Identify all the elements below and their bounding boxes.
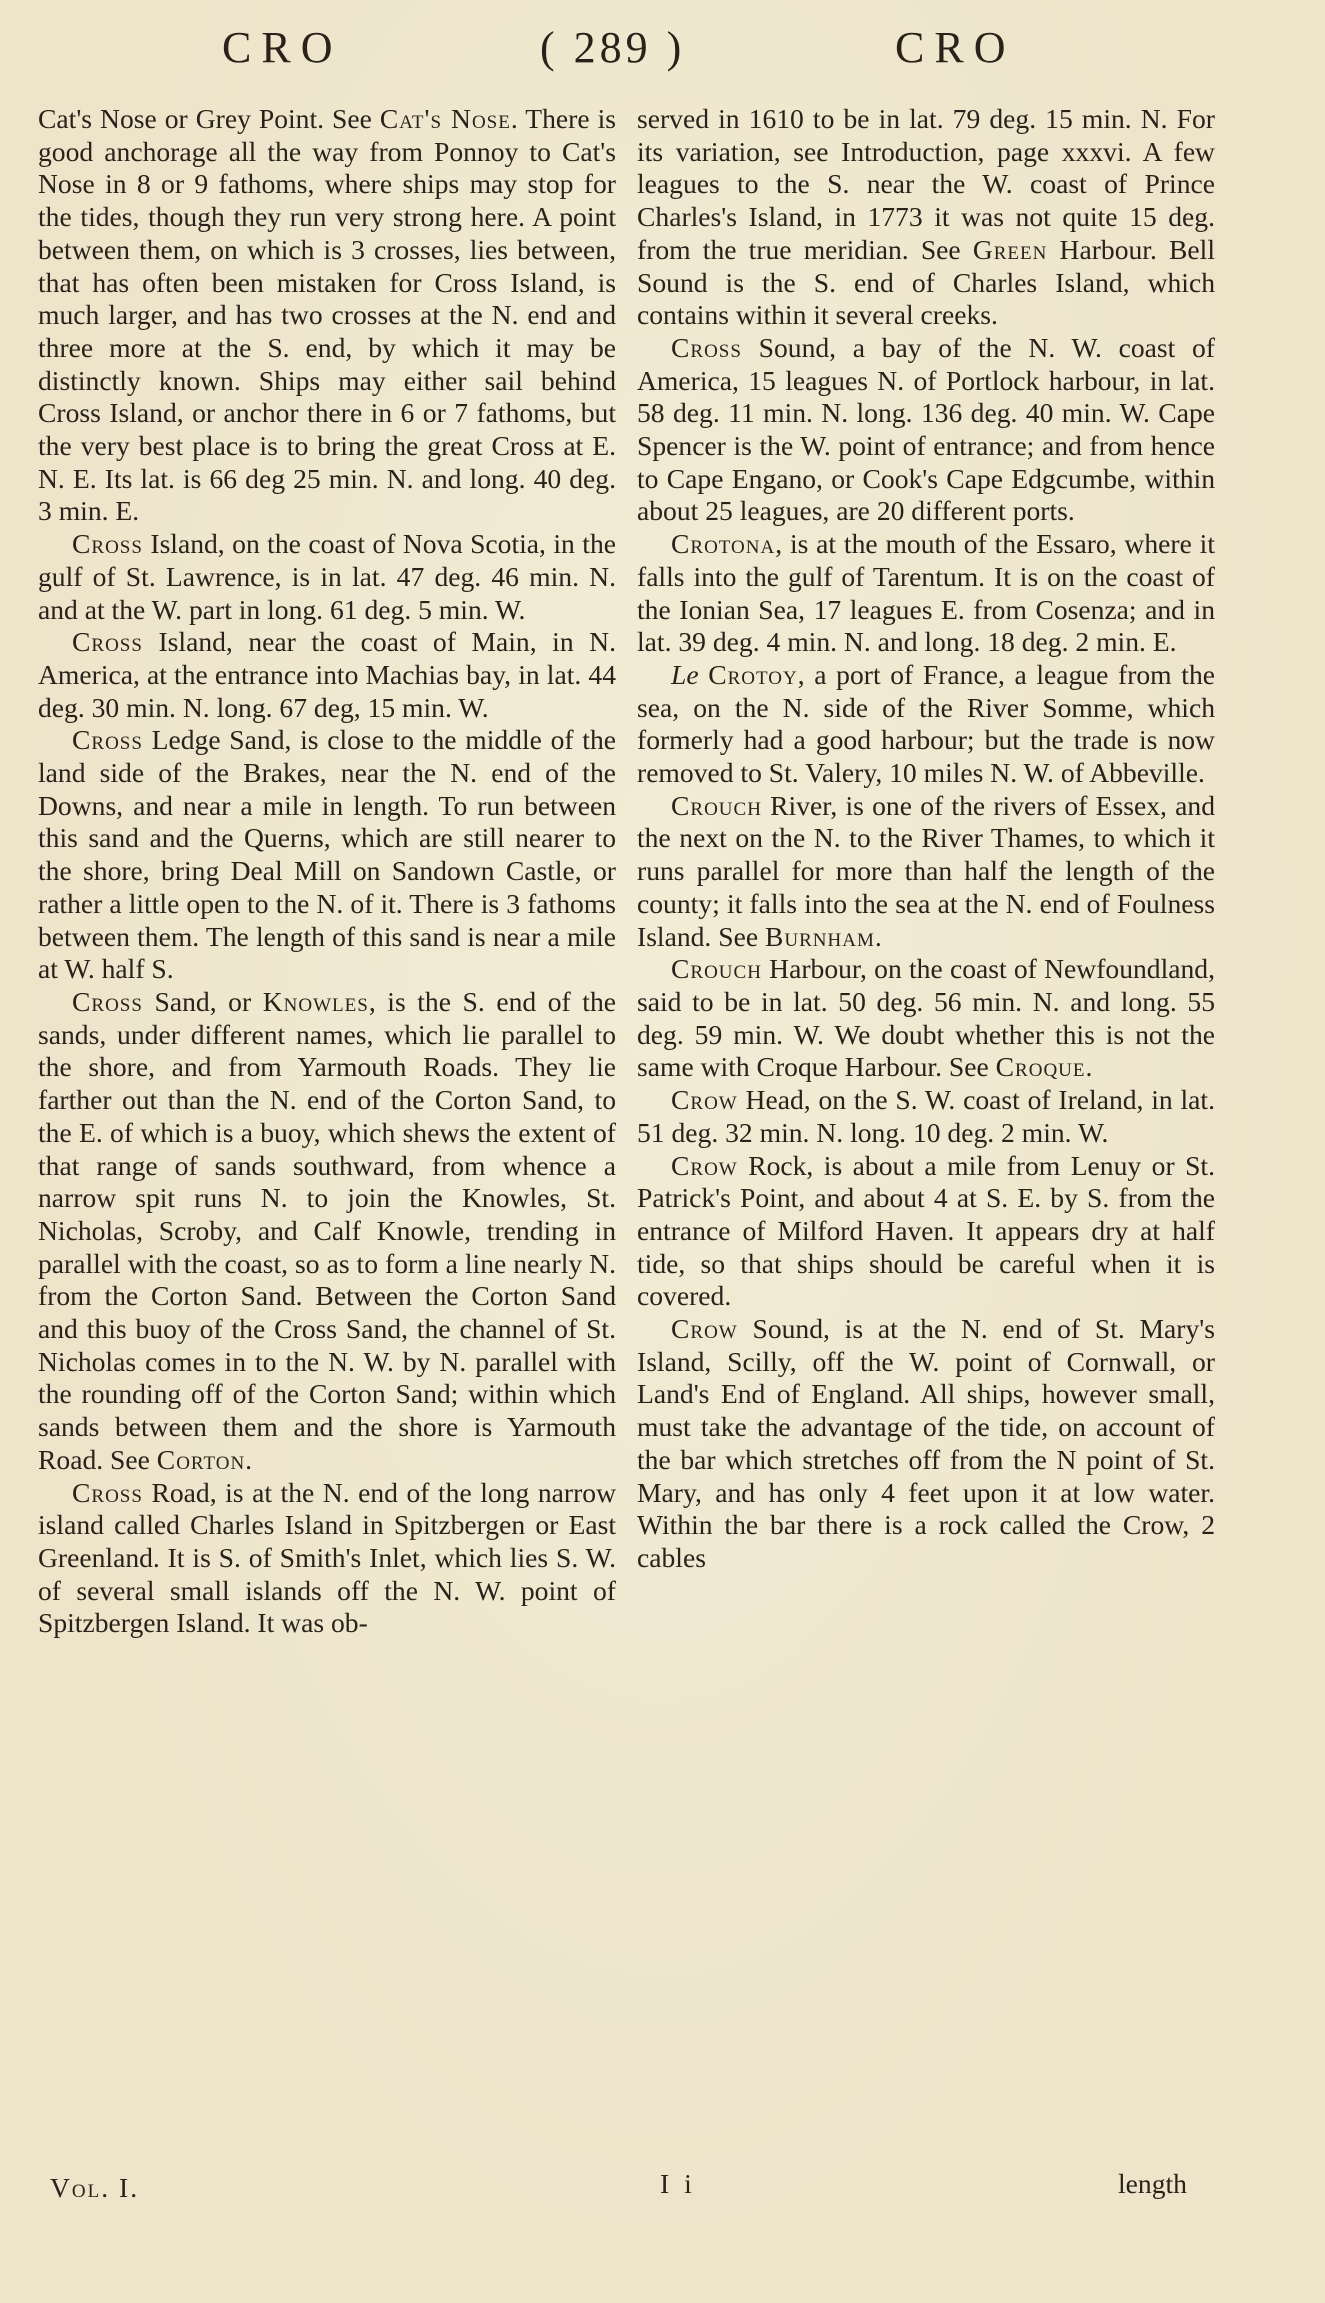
italic-prefix: Le — [671, 658, 699, 690]
entry-text: Road, is at the N. end of the long narrow island called Charles Island in Spitzbergen or East Greenland. It is S. of Smith's Inlet, which lies S. W. of several small islands off the N. W. point of Spitzbergen Island. It was ob- — [38, 1476, 616, 1639]
header-right-keyword: CRO — [895, 23, 1016, 72]
entry-paragraph — [637, 790, 1215, 954]
entry-headword: Cross — [72, 1476, 143, 1508]
entry-headword: Burnham — [764, 920, 875, 952]
entry-text: . — [874, 920, 882, 952]
entry-text — [699, 659, 709, 690]
entry-paragraph — [637, 659, 1215, 790]
entry-headword: Cross — [671, 331, 742, 363]
entry-text: Cat's Nose or Grey Point. See — [38, 103, 380, 134]
entry-paragraph — [637, 1084, 1215, 1149]
entry-text: River, is one of the rivers of Essex, and the next on the N. to the River Thames, to which it runs parallel for more than half the length of the county; it falls into the sea at the N. end of Foulness Island. See — [637, 789, 1215, 952]
entry-text: Harbour, on the coast of Newfoundland, said to be in lat. 50 deg. 56 min. N. and long. 55 deg. 59 min. W. We doubt whether this is not the same with Croque Harbour. See — [637, 953, 1215, 1083]
entry-text: Harbour. Bell Sound is the S. end of Charles Island, which contains within it several creeks. — [637, 233, 1215, 331]
entry-paragraph — [38, 103, 616, 528]
entry-headword: Crow — [671, 1313, 738, 1345]
entry-paragraph — [637, 332, 1215, 528]
signature-mark: I i — [660, 2168, 696, 2199]
entry-text: , a port of France, a league from the sea, on the N. side of the River Somme, which formerly had a good harbour; but the trade is now removed to St. Valery, 10 miles N. W. of Abbeville. — [637, 658, 1215, 789]
entry-paragraph — [637, 103, 1215, 332]
entry-text: Sound, a bay of the N. W. coast of America, 15 leagues N. of Portlock harbour, in lat. 58 deg. 11 min. N. long. 136 deg. 40 min. W. Cape Spencer is the W. point of entrance; and from hence to Cape Engano, or Cook's Cape Edgcumbe, within about 25 leagues, are 20 different ports. — [637, 331, 1215, 527]
entry-paragraph — [38, 528, 616, 626]
running-header — [0, 22, 1325, 82]
entry-text: . — [1085, 1051, 1093, 1083]
entry-headword: Crotona — [671, 528, 776, 560]
entry-text: Head, on the S. W. coast of Ireland, in lat. 51 deg. 32 min. N. long. 10 deg. 2 min. W. — [637, 1084, 1215, 1148]
page-number: ( 289 ) — [540, 23, 686, 72]
entry-text: . — [245, 1443, 253, 1475]
page-footer — [0, 2168, 1325, 2212]
entry-text: . There is good anchorage all the way from Ponnoy to Cat's Nose in 8 or 9 fathoms, where ships may stop for the tides, though they run very strong here. A point between them, on which is 3 crosses, lies between, that has often been mistaken for Cross Island, is much larger, and has two crosses at the N. end and three more at the S. end, by which it may be distinctly known. Ships may either sail behind Cross Island, or anchor there in 6 or 7 fathoms, but the very best place is to bring the great Cross at E. N. E. Its lat. is 66 deg 25 min. N. and long. 40 deg. 3 min. E. — [38, 103, 616, 527]
entry-paragraph — [637, 953, 1215, 1084]
entry-text: , is the S. end of the sands, under different names, which lie parallel to the shore, and from Yarmouth Roads. They lie farther out than the N. end of the Corton Sand, to the E. of which is a buoy, which shews the extent of that range of sands southward, from whence a narrow spit runs N. to join the Knowles, St. Nicholas, Scroby, and Calf Knowle, trending in parallel with the coast, so as to form a line nearly N. from the Corton Sand. Between the Corton Sand and this buoy of the Cross Sand, the channel of St. Nicholas comes in to the N. W. by N. parallel with the rounding off of the Corton Sand; within which sands between them and the shore is Yarmouth Road. See — [38, 985, 616, 1475]
entry-paragraph — [637, 1150, 1215, 1314]
entry-headword: Green — [972, 233, 1048, 265]
entry-headword: Crow — [671, 1084, 738, 1116]
entry-headword: Cat's Nose — [379, 103, 511, 134]
entry-headword: Cross — [72, 626, 143, 658]
entry-text: Rock, is about a mile from Lenuy or St. Patrick's Point, and about 4 at S. E. by S. from the entrance of Milford Haven. It appears dry at half tide, so that ships should be careful when it is covered. — [637, 1149, 1215, 1312]
entry-paragraph — [637, 528, 1215, 659]
entry-paragraph — [38, 626, 616, 724]
entry-headword: Corton — [156, 1443, 246, 1475]
entry-text: Island, on the coast of Nova Scotia, in the gulf of St. Lawrence, is in lat. 47 deg. 46 min. N. and at the W. part in long. 61 deg. 5 min. W. — [38, 528, 616, 625]
entry-paragraph — [38, 1477, 616, 1641]
entry-headword: Crow — [671, 1149, 738, 1181]
entry-paragraph — [38, 724, 616, 986]
entry-headword: Cross — [72, 985, 143, 1017]
entry-headword: Crotoy — [708, 658, 798, 690]
header-left-keyword: CRO — [222, 23, 343, 72]
entry-headword: Crouch — [671, 953, 762, 985]
entry-headword: Crouch — [671, 789, 762, 821]
entry-headword: Cross — [72, 724, 143, 756]
entry-text: Sound, is at the N. end of St. Mary's Island, Scilly, off the W. point of Cornwall, or Land's End of England. All ships, however small, must take the advantage of the tide, on account of the bar which stretches off from the N point of St. Mary, and has only 4 feet upon it at low water. Within the bar there is a rock called the Crow, 2 cables — [637, 1313, 1215, 1573]
entry-text: Island, near the coast of Main, in N. America, at the entrance into Machias bay, in lat. 44 deg. 30 min. N. long. 67 deg, 15 min. W. — [38, 626, 616, 723]
right-column — [637, 103, 1215, 1575]
volume-label: Vol. I. — [50, 2172, 140, 2203]
left-column — [38, 103, 616, 1640]
entry-text: Sand, or — [142, 985, 263, 1017]
entry-text: served in 1610 to be in lat. 79 deg. 15 min. N. For its variation, see Introduction, page xxxvi. A few leagues to the S. near the W. coast of Prince Charles's Island, in 1773 it was not quite 15 deg. from the true meridian. See — [637, 103, 1215, 265]
entry-headword: Knowles — [262, 985, 369, 1017]
entry-text: , is at the mouth of the Essaro, where it falls into the gulf of Tarentum. It is on the coast of the Ionian Sea, 17 leagues E. from Cosenza; and in lat. 39 deg. 4 min. N. and long. 18 deg. 2 min. E. — [637, 528, 1215, 658]
entry-text: Ledge Sand, is close to the middle of the land side of the Brakes, near the N. end of the Downs, and near a mile in length. To run between this sand and the Querns, which are still nearer to the shore, bring Deal Mill on Sandown Castle, or rather a little open to the N. of it. There is 3 fathoms between them. The length of this sand is near a mile at W. half S. — [38, 724, 616, 985]
entry-headword: Croque — [995, 1051, 1086, 1083]
entry-paragraph — [637, 1313, 1215, 1575]
entry-paragraph — [38, 986, 616, 1477]
entry-headword: Cross — [72, 528, 143, 560]
catchword: length — [1118, 2168, 1187, 2199]
